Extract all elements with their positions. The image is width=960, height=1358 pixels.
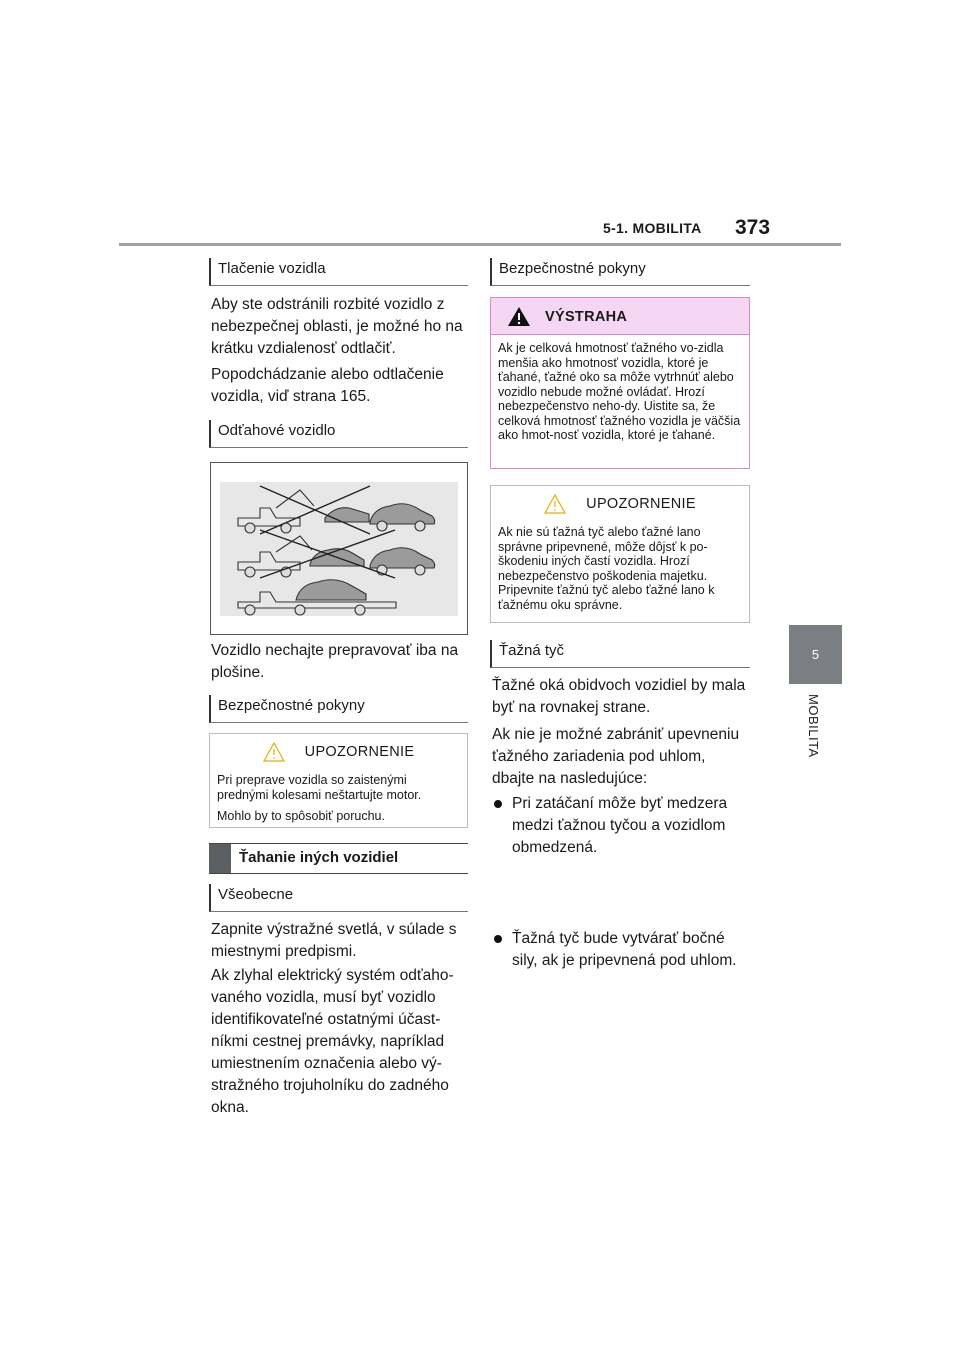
heading-general: [209, 884, 468, 912]
section-towing-others-title: Ťahanie iných vozidiel: [239, 849, 399, 866]
notice-text-2: Mohlo by to spôsobiť poruchu.: [217, 809, 385, 823]
section-bar-marker: [209, 844, 231, 873]
heading-towing-vehicle: [209, 420, 468, 448]
warning-box-header: [491, 298, 749, 335]
notice-box-towbar-header: [491, 486, 749, 521]
heading-safety-right: [490, 258, 750, 286]
heading-general-text: Všeobecne: [218, 886, 294, 903]
section-towing-others: [209, 843, 468, 874]
notice-body: [210, 769, 467, 832]
chapter-label: MOBILITA: [806, 694, 821, 758]
heading-tow-bar: [490, 640, 750, 668]
header-rule: [119, 243, 841, 246]
heading-towing-vehicle-text: Odťahové vozidlo: [218, 422, 336, 439]
towbar-paragraph-2: Ak nie je možné zabrániť upevneniu ťažného zariadenia pod uhlom, dbajte na nasledujúce:: [492, 726, 740, 787]
heading-tow-bar-text: Ťažná tyč: [499, 642, 565, 659]
towbar-bullet-2: Ťažná tyč bude vytvárať bočné sily, ak je pripevnená pod uhlom.: [492, 928, 748, 972]
caution-triangle-icon: [544, 494, 566, 514]
notice-title: UPOZORNENIE: [304, 744, 415, 760]
warning-body: Ak je celková hmotnosť ťažného vo-zidla menšia ako hmotnosť vozidla, ktoré je ťahané, ťažné oko sa môže vytrhnúť alebo vozidlo nebude možné ovládať. Hrozí nebezpečenstvo neho-dy. Uistite sa, že celková hmotnosť ťažného vozidla je väčšia ako hmot-nosť vozidla, ktoré je ťahané.: [498, 341, 741, 442]
heading-safety-left: [209, 695, 468, 723]
notice-text-1: Pri preprave vozidla so zaistenými prednými kolesami neštartujte motor.: [217, 773, 422, 802]
warning-triangle-icon: [507, 306, 531, 327]
tow-truck-illustration-icon: [220, 482, 458, 616]
section-title: 5-1. MOBILITA: [603, 220, 702, 236]
pushing-paragraph-1: Aby ste odstránili rozbité vozidlo z nebezpečnej oblasti, je možné ho na krátku vzdialenosť odtlačiť.: [211, 296, 463, 357]
notice-box-transport: [209, 733, 468, 828]
notice-towbar-title: UPOZORNENIE: [586, 496, 696, 512]
general-paragraph-2: Ak zlyhal elektrický systém odťaho-vaného vozidla, musí byť vozidlo identifikovateľné ostatnými účast-níkmi cestnej premávky, napríklad umiestnením označenia alebo vý-stražného trojuholníku do zadného okna.: [211, 967, 454, 1116]
page-number: 373: [735, 216, 771, 239]
notice-box-towbar: [490, 485, 750, 623]
heading-pushing: [209, 258, 468, 286]
warning-title: VÝSTRAHA: [545, 308, 628, 325]
towbar-paragraph-1: Ťažné oká obidvoch vozidiel by mala byť na rovnakej strane.: [492, 677, 746, 716]
tow-truck-figure: [210, 462, 468, 635]
heading-pushing-text: Tlačenie vozidla: [218, 260, 326, 277]
notice-box-header: [210, 734, 467, 769]
figure-background: [220, 482, 458, 616]
notice-towbar-body: Ak nie sú ťažná tyč alebo ťažné lano správne pripevnené, môže dôjsť k po-škodeniu iných častí vozidla. Hrozí nebezpečenstvo poškodenia majetku. Pripevnite ťažnú tyč alebo ťažné lano k ťažnému oku správne.: [498, 525, 715, 612]
heading-safety-left-text: Bezpečnostné pokyny: [218, 697, 365, 714]
caution-triangle-icon: [263, 742, 285, 762]
tow-truck-caption: Vozidlo nechajte prepravovať iba na plošine.: [211, 642, 459, 681]
chapter-number: 5: [811, 647, 820, 662]
chapter-tab[interactable]: [789, 625, 842, 684]
general-paragraph-1: Zapnite výstražné svetlá, v súlade s miestnymi predpismi.: [211, 921, 457, 960]
heading-safety-right-text: Bezpečnostné pokyny: [499, 260, 646, 277]
towbar-bullet-1: Pri zatáčaní môže byť medzera medzi ťažnou tyčou a vozidlom obmedzená.: [492, 793, 748, 859]
pushing-paragraph-2: Popodchádzanie alebo odtlačenie vozidla, viď strana 165.: [211, 366, 444, 405]
warning-box: [490, 297, 750, 469]
